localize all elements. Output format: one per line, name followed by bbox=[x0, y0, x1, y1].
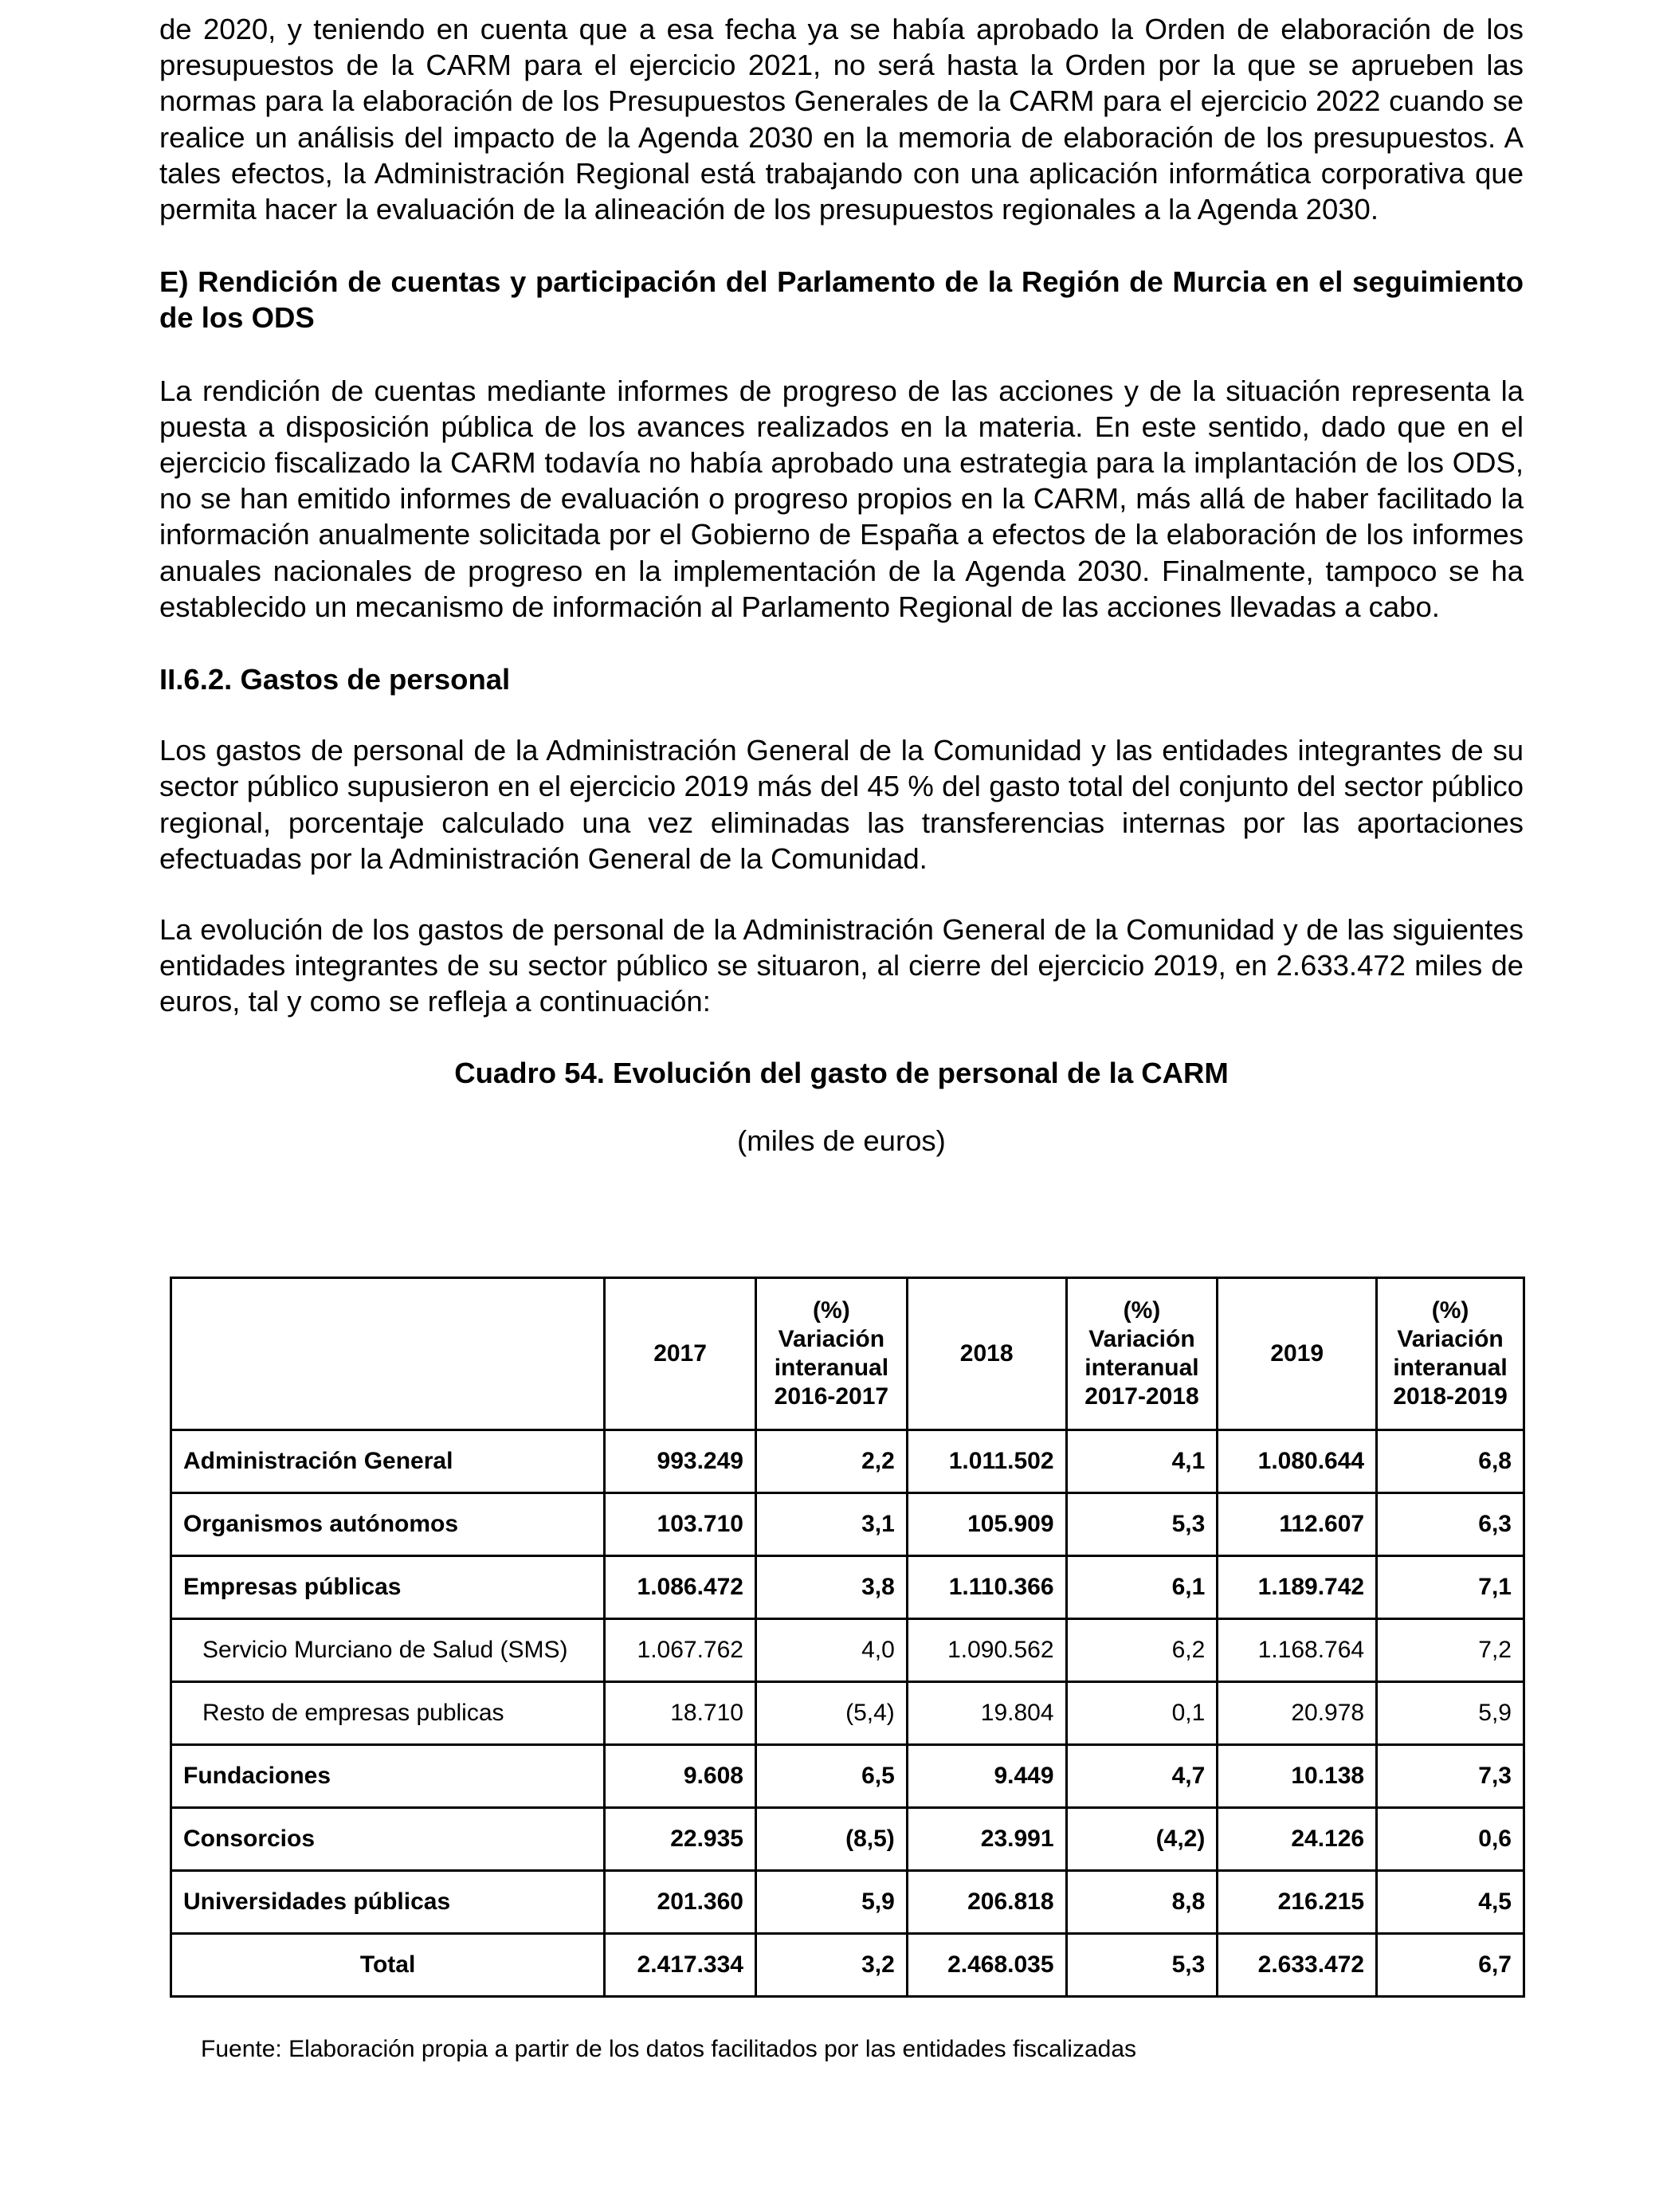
cell-2018: 23.991 bbox=[907, 1808, 1066, 1871]
header-2018: 2018 bbox=[907, 1278, 1066, 1430]
table-row bbox=[171, 1493, 1524, 1556]
row-label: Organismos autónomos bbox=[171, 1493, 605, 1556]
table-row bbox=[171, 1430, 1524, 1493]
cell-2018: 105.909 bbox=[907, 1493, 1066, 1556]
cell-2019: 24.126 bbox=[1218, 1808, 1377, 1871]
cell-2017: 9.608 bbox=[605, 1745, 756, 1808]
paragraph-rendicion-cuentas: La rendición de cuentas mediante informes de progreso de las acciones y de la situación representa la puesta a disposición pública de los avances realizados en la materia. En este sentido, dado que en el ejercicio fiscalizado la CARM todavía no había aprobado una estrategia para la implantación de los ODS, no se han emitido informes de evaluación o progreso propios en la CARM, más allá de haber facilitado la información anualmente solicitada por el Gobierno de España a efectos de la elaboración de los informes anuales nacionales de progreso en la implementación de la Agenda 2030. Finalmente, tampoco se ha establecido un mecanismo de información al Parlamento Regional de las acciones llevadas a cabo. bbox=[159, 374, 1524, 623]
cell-2017: 18.710 bbox=[605, 1682, 756, 1745]
cell-var-2018-2019: 5,9 bbox=[1377, 1682, 1524, 1745]
cell-var-2018-2019: 7,3 bbox=[1377, 1745, 1524, 1808]
cell-var-2017-2018: 5,3 bbox=[1066, 1934, 1218, 1997]
cell-var-2017-2018: (4,2) bbox=[1066, 1808, 1218, 1871]
cell-var-2017-2018: 4,7 bbox=[1066, 1745, 1218, 1808]
row-label: Administración General bbox=[171, 1430, 605, 1493]
header-blank bbox=[171, 1278, 605, 1430]
cell-var-2018-2019: 6,8 bbox=[1377, 1430, 1524, 1493]
cell-2019: 20.978 bbox=[1218, 1682, 1377, 1745]
table-row bbox=[171, 1619, 1524, 1682]
cell-var-2018-2019: 6,3 bbox=[1377, 1493, 1524, 1556]
paragraph-evolucion-gastos: La evolución de los gastos de personal de la Administración General de la Comunidad y de las siguientes entidades integrantes de su sector público se situaron, al cierre del ejercicio 2019, en 2.633.472 miles de euros, tal y como se refleja a continuación: bbox=[159, 913, 1524, 1018]
cell-2017: 103.710 bbox=[605, 1493, 756, 1556]
header-variation-2016-2017: (%) Variación interanual 2016-2017 bbox=[755, 1278, 907, 1430]
cell-2019: 112.607 bbox=[1218, 1493, 1377, 1556]
cell-2018: 9.449 bbox=[907, 1745, 1066, 1808]
section-heading-gastos-personal: II.6.2. Gastos de personal bbox=[159, 663, 511, 696]
cell-2019: 1.189.742 bbox=[1218, 1556, 1377, 1619]
cell-2018: 1.090.562 bbox=[907, 1619, 1066, 1682]
row-label: Servicio Murciano de Salud (SMS) bbox=[171, 1619, 605, 1682]
cell-var-2017-2018: 6,1 bbox=[1066, 1556, 1218, 1619]
cell-2017: 2.417.334 bbox=[605, 1934, 756, 1997]
cell-var-2018-2019: 7,1 bbox=[1377, 1556, 1524, 1619]
cell-2019: 10.138 bbox=[1218, 1745, 1377, 1808]
cell-2018: 206.818 bbox=[907, 1871, 1066, 1934]
cell-var-2016-2017: 6,5 bbox=[755, 1745, 907, 1808]
cell-var-2018-2019: 0,6 bbox=[1377, 1808, 1524, 1871]
cell-var-2016-2017: (5,4) bbox=[755, 1682, 907, 1745]
table-row bbox=[171, 1808, 1524, 1871]
row-label: Universidades públicas bbox=[171, 1871, 605, 1934]
cell-var-2016-2017: 3,1 bbox=[755, 1493, 907, 1556]
cell-2019: 1.080.644 bbox=[1218, 1430, 1377, 1493]
row-label-total: Total bbox=[171, 1934, 605, 1997]
cell-var-2016-2017: (8,5) bbox=[755, 1808, 907, 1871]
table-row bbox=[171, 1871, 1524, 1934]
cell-var-2017-2018: 8,8 bbox=[1066, 1871, 1218, 1934]
cell-2017: 1.086.472 bbox=[605, 1556, 756, 1619]
table-units: (miles de euros) bbox=[737, 1124, 946, 1157]
row-label: Resto de empresas publicas bbox=[171, 1682, 605, 1745]
row-label: Fundaciones bbox=[171, 1745, 605, 1808]
document-page bbox=[159, 11, 1524, 1159]
header-variation-2017-2018: (%) Variación interanual 2017-2018 bbox=[1066, 1278, 1218, 1430]
paragraph-agenda-2030-budget: de 2020, y teniendo en cuenta que a esa fecha ya se había aprobado la Orden de elaboración de los presupuestos de la CARM para el ejercicio 2021, no será hasta la Orden por la que se aprueben las normas para la elaboración de los Presupuestos Generales de la CARM para el ejercicio 2022 cuando se realice un análisis del impacto de la Agenda 2030 en la memoria de elaboración de los presupuestos. A tales efectos, la Administración Regional está trabajando con una aplicación informática corporativa que permita hacer la evaluación de la alineación de los presupuestos regionales a la Agenda 2030. bbox=[159, 13, 1524, 226]
paragraph-gastos-personal: Los gastos de personal de la Administración General de la Comunidad y las entidades integrantes de su sector público supusieron en el ejercicio 2019 más del 45 % del gasto total del conjunto del sector público regional, porcentaje calculado una vez eliminadas las transferencias internas por las aportaciones efectuadas por la Administración General de la Comunidad. bbox=[159, 734, 1524, 875]
cell-2018: 19.804 bbox=[907, 1682, 1066, 1745]
cell-var-2017-2018: 0,1 bbox=[1066, 1682, 1218, 1745]
cell-2019: 216.215 bbox=[1218, 1871, 1377, 1934]
section-heading-e: E) Rendición de cuentas y participación del Parlamento de la Región de Murcia en el seguimiento de los ODS bbox=[159, 265, 1524, 335]
table-row bbox=[171, 1682, 1524, 1745]
cell-2017: 22.935 bbox=[605, 1808, 756, 1871]
cell-2019: 1.168.764 bbox=[1218, 1619, 1377, 1682]
header-2019: 2019 bbox=[1218, 1278, 1377, 1430]
cell-var-2017-2018: 4,1 bbox=[1066, 1430, 1218, 1493]
row-label: Consorcios bbox=[171, 1808, 605, 1871]
cell-2017: 993.249 bbox=[605, 1430, 756, 1493]
cell-2017: 1.067.762 bbox=[605, 1619, 756, 1682]
table-title: Cuadro 54. Evolución del gasto de personal de la CARM bbox=[454, 1056, 1229, 1089]
cell-var-2017-2018: 5,3 bbox=[1066, 1493, 1218, 1556]
row-label: Empresas públicas bbox=[171, 1556, 605, 1619]
cell-2018: 1.011.502 bbox=[907, 1430, 1066, 1493]
cell-2017: 201.360 bbox=[605, 1871, 756, 1934]
cell-var-2018-2019: 7,2 bbox=[1377, 1619, 1524, 1682]
header-2017: 2017 bbox=[605, 1278, 756, 1430]
table-total-row bbox=[171, 1934, 1524, 1997]
cell-2018: 1.110.366 bbox=[907, 1556, 1066, 1619]
table-row bbox=[171, 1745, 1524, 1808]
cell-var-2016-2017: 5,9 bbox=[755, 1871, 907, 1934]
cell-var-2018-2019: 4,5 bbox=[1377, 1871, 1524, 1934]
cell-var-2016-2017: 2,2 bbox=[755, 1430, 907, 1493]
cell-var-2016-2017: 3,2 bbox=[755, 1934, 907, 1997]
cell-2019: 2.633.472 bbox=[1218, 1934, 1377, 1997]
table-source-note: Fuente: Elaboración propia a partir de los datos facilitados por las entidades fiscalizadas bbox=[201, 2036, 1137, 2062]
cell-var-2017-2018: 6,2 bbox=[1066, 1619, 1218, 1682]
cell-var-2018-2019: 6,7 bbox=[1377, 1934, 1524, 1997]
cell-var-2016-2017: 3,8 bbox=[755, 1556, 907, 1619]
table-row bbox=[171, 1556, 1524, 1619]
personnel-expense-table bbox=[170, 1277, 1525, 1998]
cell-2018: 2.468.035 bbox=[907, 1934, 1066, 1997]
header-variation-2018-2019: (%) Variación interanual 2018-2019 bbox=[1377, 1278, 1524, 1430]
cell-var-2016-2017: 4,0 bbox=[755, 1619, 907, 1682]
table-header-row bbox=[171, 1278, 1524, 1430]
